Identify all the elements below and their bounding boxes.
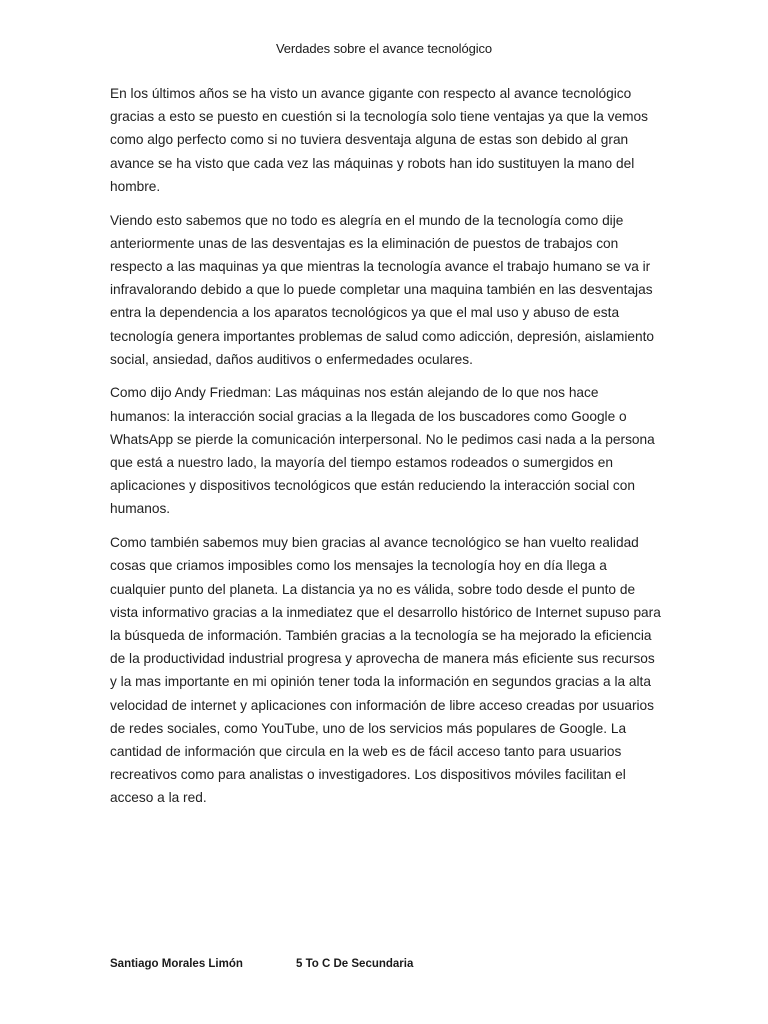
paragraph-3: Como dijo Andy Friedman: Las máquinas nos están alejando de lo que nos hace humanos: la interacción social gracias a la llegada de los buscadores como Google o WhatsApp se pierde la comunicación interpersonal. No le pedimos casi nada a la persona que está a nuestro lado, la mayoría del tiempo estamos rodeados o sumergidos en aplicaciones y dispositivos tecnológicos que están reduciendo la interacción social con humanos. [110, 385, 655, 517]
paragraph-2: Viendo esto sabemos que no todo es alegría en el mundo de la tecnología como dije anteriormente unas de las desventajas es la eliminación de puestos de trabajos con respecto a las maquinas ya que mientras la tecnología avance el trabajo humano se va ir infravalorando debido a que lo puede completar una maquina también en las desventajas entra la dependencia a los aparatos tecnológicos ya que el mal uso y abuso de esta tecnología genera importantes problemas de salud como adicción, depresión, aislamiento social, ansiedad, daños auditivos o enfermedades oculares. [110, 212, 655, 367]
footer-grade: 5 To C De Secundaria [296, 958, 414, 970]
paragraph-4: Como también sabemos muy bien gracias al avance tecnológico se han vuelto realidad cosas que criamos imposibles como los mensajes la tecnología hoy en día llega a cualquier punto del planeta. La distancia ya no es válida, sobre todo desde el punto de vista informativo gracias a la inmediatez que el desarrollo histórico de Internet supuso para la búsqueda de información. También gracias a la tecnología se ha mejorado la eficiencia de la productividad industrial progresa y aprovecha de manera más eficiente sus recursos y la mas importante en mi opinión tener toda la información en segundos gracias a la alta velocidad de internet y aplicaciones con información de libre acceso creadas por usuarios de redes sociales, como YouTube, uno de los servicios más populares de Google. La cantidad de información que circula en la web es de fácil acceso tanto para usuarios recreativos como para analistas o investigadores. Los dispositivos móviles facilitan el acceso a la red. [110, 535, 661, 806]
paragraph-1: En los últimos años se ha visto un avance gigante con respecto al avance tecnológico gracias a esto se puesto en cuestión si la tecnología solo tiene ventajas ya que la vemos como algo perfecto como si no tuviera desventaja alguna de estas son debido al gran avance se ha visto que cada vez las máquinas y robots han ido sustituyen la mano del hombre. [110, 86, 648, 194]
document-body [110, 82, 662, 820]
document-title: Verdades sobre el avance tecnológico [275, 41, 493, 56]
footer-author: Santiago Morales Limón [110, 958, 243, 970]
